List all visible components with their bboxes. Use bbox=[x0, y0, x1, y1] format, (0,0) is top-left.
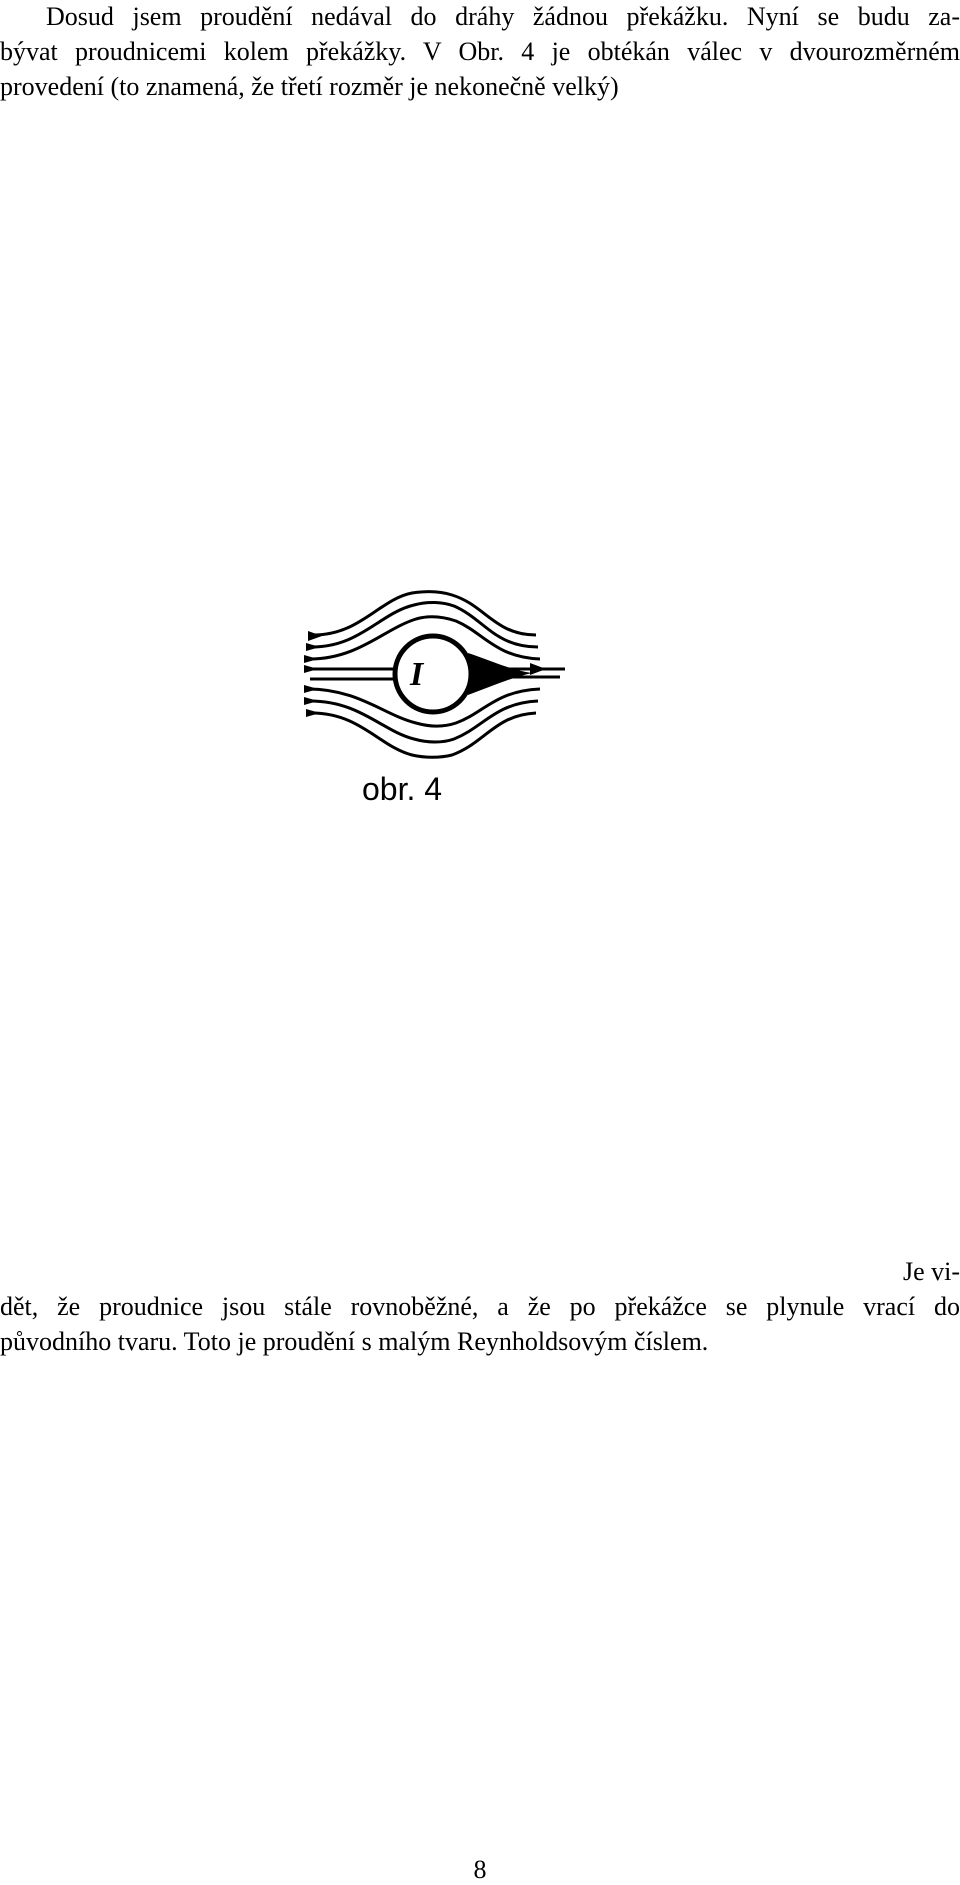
arrow-left-7 bbox=[306, 709, 320, 717]
paragraph2-line3: původního tvaru. Toto je proudění s malým Reynholdsovým číslem. bbox=[0, 1327, 709, 1356]
figure-caption: obr. 4 bbox=[362, 771, 443, 807]
paragraph1-line3: provedení (to znamená, že třetí rozměr je nekonečně velký) bbox=[0, 72, 619, 101]
paragraph1-line1: Dosud jsem proudění nedával do dráhy žádnou překážku. Nyní se budu za- bbox=[46, 2, 960, 31]
streamline-10 bbox=[312, 713, 536, 757]
arrow-left-4 bbox=[304, 665, 318, 673]
cylinder-label: I bbox=[410, 656, 424, 693]
paragraph1-line2: bývat proudnicemi kolem překážky. V Obr. 4 je obtékán válec v dvourozměrném bbox=[0, 37, 960, 66]
arrow-right-1 bbox=[530, 663, 546, 675]
arrow-left-2 bbox=[306, 643, 320, 651]
figure-flow-around-cylinder bbox=[300, 535, 630, 825]
streamline-diagram bbox=[300, 535, 630, 825]
arrow-left-1 bbox=[308, 631, 322, 641]
arrow-left-5 bbox=[304, 685, 318, 693]
wake-region bbox=[468, 653, 532, 695]
arrow-left-3 bbox=[304, 655, 318, 663]
paragraph2-line1: Je vi- bbox=[902, 1257, 960, 1286]
page-number: 8 bbox=[473, 1855, 487, 1884]
paragraph2-line2: dět, že proudnice jsou stále rovnoběžné, a že po překážce se plynule vrací do bbox=[0, 1292, 960, 1321]
streamline-1 bbox=[314, 592, 536, 635]
cylinder bbox=[395, 636, 471, 712]
arrow-left-6 bbox=[304, 697, 318, 705]
